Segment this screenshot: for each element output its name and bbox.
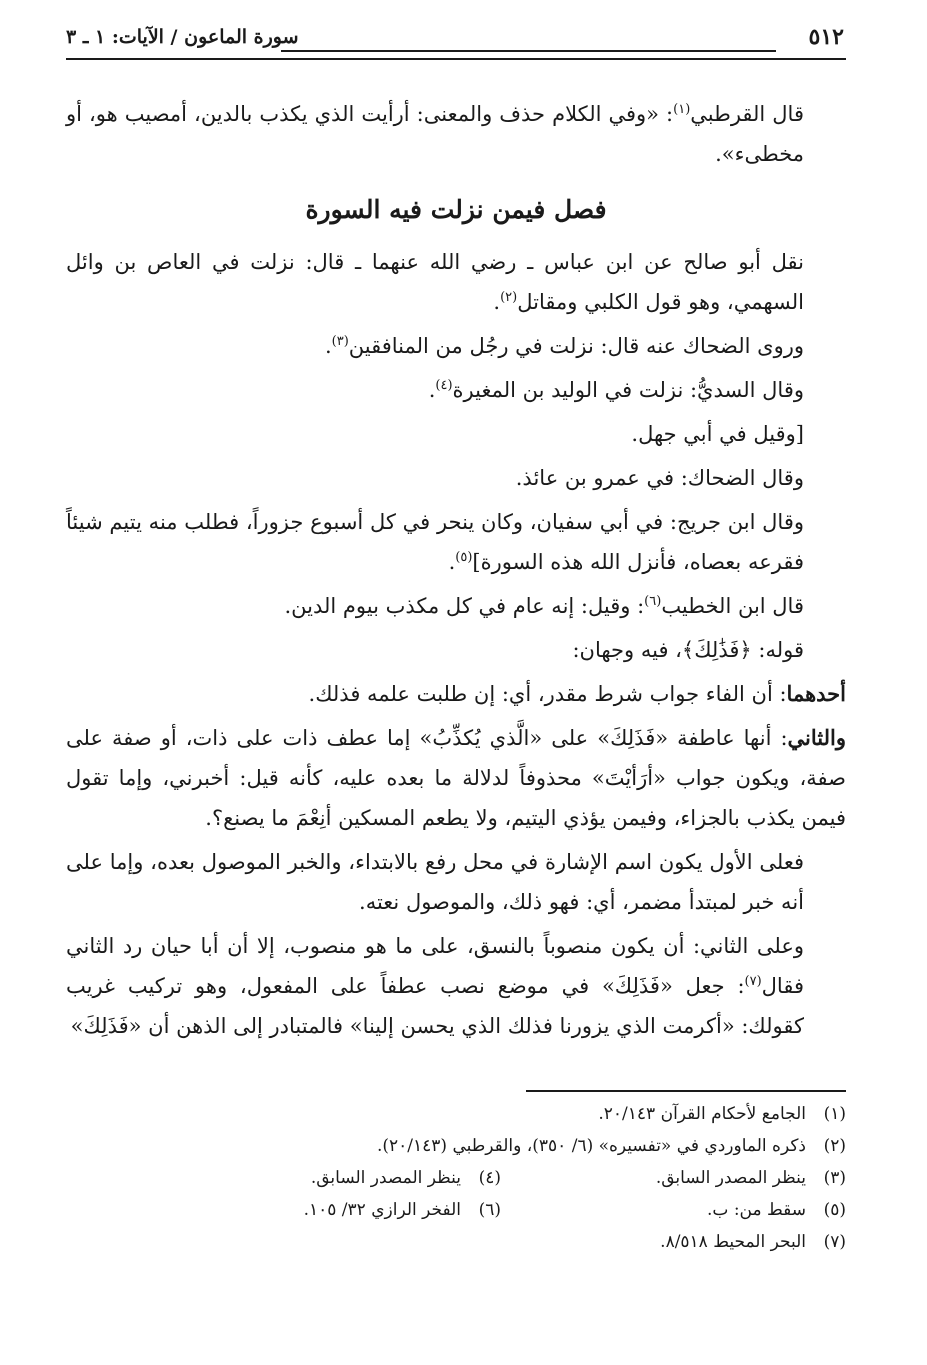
paragraph-text: . [428,378,436,402]
paragraph-qawluhu: قوله: ﴿فَذَٰلِكَ﴾، فيه وجهان: [572,638,804,662]
paragraph-text: وعلى الثاني: أن يكون منصوباً بالنسق، على ما هو منصوب، إلا أن أبا حيان رد الثاني فقال [66,934,804,998]
paragraph-second-case [66,926,846,1046]
footnote-marker[interactable]: (٢) [500,290,518,305]
footnote-3 [501,1162,846,1194]
paragraph-ibn-khatib [66,586,846,626]
footnote-6 [156,1194,501,1226]
footnote-marker[interactable]: (٣) [331,334,349,349]
footnote-number: (٢) [823,1136,846,1156]
footnote-row [66,1194,846,1226]
main-text [66,94,846,1046]
paragraph-text: قال ابن الخطيب [661,594,804,618]
footnote-text: ذكره الماوردي في «تفسيره» (٦/ ٣٥٠)، والقرطبي (٢٠/١٤٣). [376,1136,806,1156]
paragraph-text: : أنها عاطفة «فَذَلِكَ» على «الَّذي يُكذِّبُ» إما عطف ذات على ذات، أو صفة على صفة، ويكون جواب «أرَأيْتَ» محذوفاً لدلالة ما بعده عليه، كأنه قيل: أخبرني، وإما تقول فيمن يكذب بالجزاء، وفيمن يؤذي اليتيم، ولا يطعم المسكين أنِعْمَ ما يصنع؟. [66,726,846,830]
footnote-number: (٣) [823,1168,846,1188]
paragraph-second-aspect [66,718,846,838]
paragraph-text: : جعل «فَذَلِكَ» في موضع نصب عطفاً على المفعول، وهو تركيب غريب كقولك: «أكرمت الذي يزورنا فذلك الذي يحسن إلينا» فالمتبادر إلى الذهن أن «فَذَلِكَ» [66,974,804,1038]
footnote-separator [526,1090,846,1092]
footnote-number: (١) [823,1104,846,1124]
page-header [66,18,846,60]
footnote-5 [501,1194,846,1226]
footnote-text: ينظر المصدر السابق. [310,1168,461,1188]
aspect-label: أحدهما [786,681,846,706]
paragraph-first-case: فعلى الأول يكون اسم الإشارة في محل رفع بالابتداء، والخبر الموصول بعده، وإما على أنه خبر لمبتدأ مضمر، أي: فهو ذلك، والموصول نعته. [66,850,804,914]
footnote-number: (٦) [478,1200,501,1220]
book-page [66,18,846,1050]
paragraph-text: . [493,290,501,314]
footnote-marker[interactable]: (١) [673,102,691,117]
paragraph-ibn-jurayj [66,502,846,582]
paragraph-abu-jahl: [وقيل في أبي جهل. [631,422,804,446]
paragraph-dahhak [66,326,846,366]
paragraph-qurtubi [66,94,846,174]
footnote-text: سقط من: ب. [707,1200,806,1220]
header-rule [281,50,776,52]
footnote-number: (٥) [823,1200,846,1220]
paragraph-text: وقال السديُّ: نزلت في الوليد بن المغيرة [452,378,804,402]
footnotes [66,1090,846,1258]
paragraph-text: : أن الفاء جواب شرط مقدر، أي: إن طلبت علمه فذلك. [308,682,787,706]
footnote-2 [377,1130,846,1162]
footnote-text: ينظر المصدر السابق. [655,1168,806,1188]
page-number: ٥١٢ [808,24,844,50]
paragraph-text: نقل أبو صالح عن ابن عباس ـ رضي الله عنهما ـ قال: نزلت في العاص بن وائل السهمي، وهو قول الكلبي ومقاتل [66,250,804,314]
footnote-text: الجامع لأحكام القرآن ٢٠/١٤٣. [598,1104,806,1124]
running-title: سورة الماعون / الآيات: ١ ـ ٣ [66,26,299,48]
aspect-label: والثاني [787,725,846,750]
paragraph-suddi [66,370,846,410]
footnote-row [66,1098,846,1130]
paragraph-text: : «وفي الكلام حذف والمعنى: أرأيت الذي يكذب بالدين، أمصيب هو، أو مخطىء». [66,102,804,166]
paragraph-abu-salih [66,242,846,322]
footnote-text: الفخر الرازي ٣٢/ ١٠٥. [303,1200,461,1220]
paragraph-text: وقال ابن جريج: في أبي سفيان، وكان ينحر في كل أسبوع جزوراً، فطلب منه يتيم شيئاً فقرعه بعصاه، فأنزل الله هذه السورة] [66,510,804,574]
footnote-number: (٤) [478,1168,501,1188]
footnote-marker[interactable]: (٧) [744,974,762,989]
footnote-4 [156,1162,501,1194]
footnote-row [66,1226,846,1258]
footnote-1 [598,1098,846,1130]
footnote-7 [660,1226,846,1258]
section-heading: فصل فيمن نزلت فيه السورة [305,195,607,224]
paragraph-text: قال القرطبي [690,102,804,126]
footnote-text: البحر المحيط ٨/٥١٨. [660,1232,806,1252]
paragraph-text: وروى الضحاك عنه قال: نزلت في رجُل من المنافقين [348,334,804,358]
paragraph-first-aspect [66,674,846,714]
paragraph-amr: وقال الضحاك: في عمرو بن عائذ. [515,466,804,490]
footnote-marker[interactable]: (٤) [435,378,453,393]
footnote-marker[interactable]: (٥) [455,550,473,565]
paragraph-text: . [324,334,332,358]
footnote-marker[interactable]: (٦) [644,594,662,609]
footnote-row [66,1162,846,1194]
paragraph-text: : وقيل: إنه عام في كل مكذب بيوم الدين. [284,594,645,618]
paragraph-text: . [448,550,456,574]
footnote-number: (٧) [823,1232,846,1252]
footnote-row [66,1130,846,1162]
